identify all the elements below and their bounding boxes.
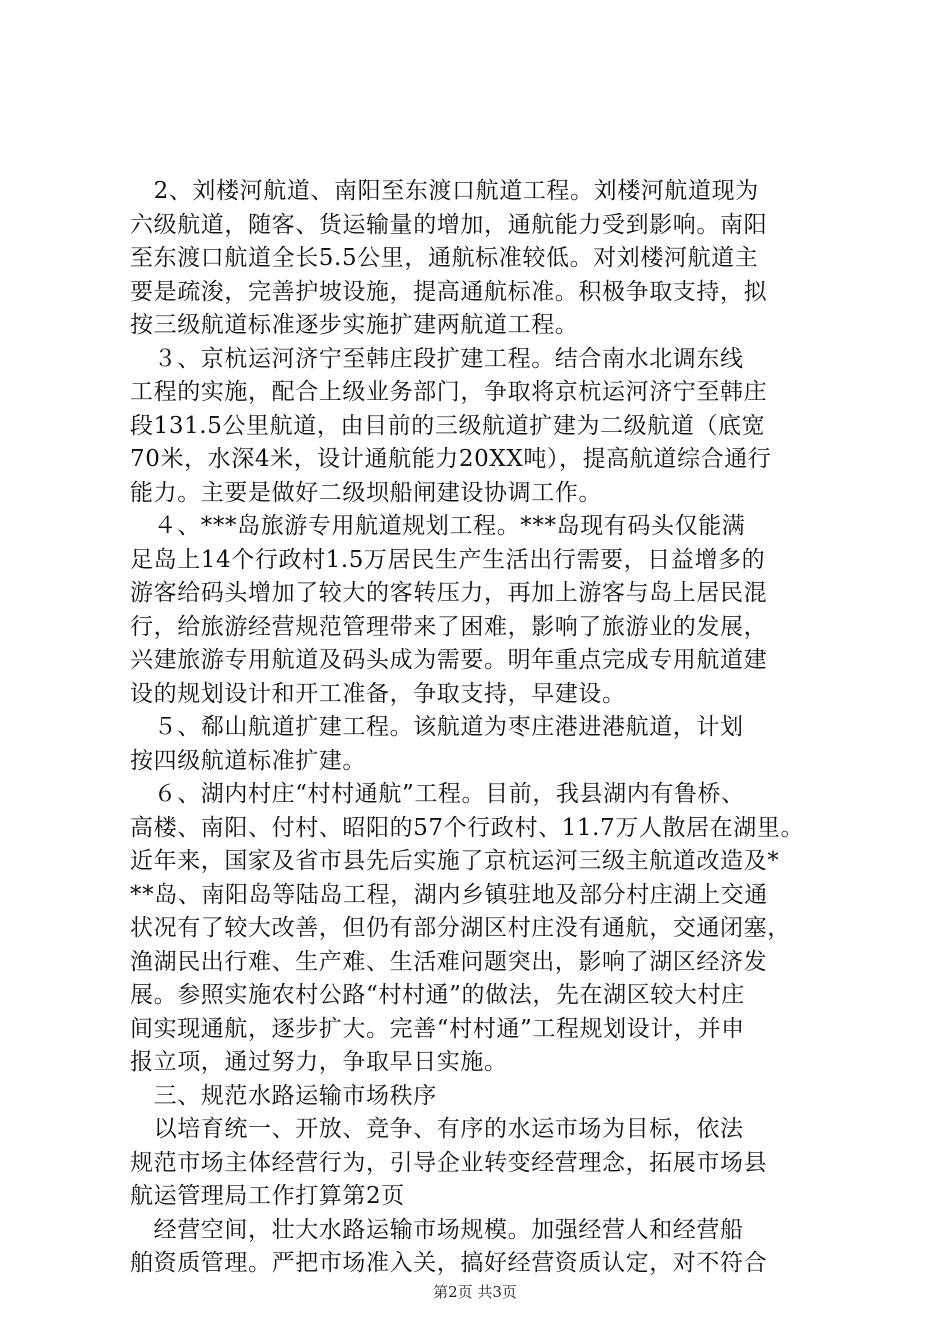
text-line: 能力。主要是做好二级坝船闸建设协调工作。 xyxy=(130,479,602,506)
text-line: 足岛上14个行政村1.5万居民生产生活出行需要，日益增多的 xyxy=(130,546,766,573)
text-line: 渔湖民出行难、生产难、生活难问题突出，影响了湖区经济发 xyxy=(130,948,768,975)
text-line: 状况有了较大改善，但仍有部分湖区村庄没有通航，交通闭塞， xyxy=(130,915,791,941)
text-line: 规范市场主体经营行为，引导企业转变经营理念，拓展市场县 xyxy=(130,1149,768,1176)
text-line: 工程的实施，配合上级业务部门，争取将京杭运河济宁至韩庄 xyxy=(130,379,768,405)
text-line: 70米，水深4米，设计通航能力20XX吨），提高航道综合通行 xyxy=(130,446,772,472)
text-line: **岛、南阳岛等陆岛工程，湖内乡镇驻地及部分村庄湖上交通 xyxy=(130,881,768,908)
text-line: 六级航道，随客、货运输量的增加，通航能力受到影响。南阳 xyxy=(130,211,768,238)
text-line: 报立项，通过努力，争取早日实施。 xyxy=(130,1049,508,1075)
section-heading: 三、规范水路运输市场秩序 xyxy=(130,1082,437,1109)
text-line: 至东渡口航道全长5.5公里，通航标准较低。对刘楼河航道主 xyxy=(130,245,759,271)
text-line: ６、湖内村庄“村村通航”工程。目前，我县湖内有鲁桥、 xyxy=(130,781,745,807)
text-line: 近年来，国家及省市县先后实施了京杭运河三级主航道改造及* xyxy=(130,848,780,874)
text-line: 要是疏浚，完善护坡设施，提高通航标准。积极争取支持，拟 xyxy=(130,278,768,305)
page-footer: 第2页 共3页 xyxy=(433,1283,517,1301)
text-line: 高楼、南阳、付村、昭阳的57个行政村、11.7万人散居在湖里。 xyxy=(130,814,805,841)
text-line: 按四级航道标准扩建。 xyxy=(130,747,366,774)
text-line: 设的规划设计和开工准备，争取支持，早建设。 xyxy=(130,680,626,707)
text-line: 舶资质管理。严把市场准入关，搞好经营资质认定，对不符合 xyxy=(130,1250,768,1276)
text-line: 间实现通航，逐步扩大。完善“村村通”工程规划设计，并申 xyxy=(130,1015,745,1042)
text-line: 兴建旅游专用航道及码头成为需要。明年重点完成专用航道建 xyxy=(130,647,768,673)
text-line: 展。参照实施农村公路“村村通”的做法，先在湖区较大村庄 xyxy=(130,982,745,1008)
text-line: 航运管理局工作打算第2页 xyxy=(130,1183,405,1209)
text-line: 行，给旅游经营规范管理带来了困难，影响了旅游业的发展， xyxy=(130,613,768,640)
text-line: 以培育统一、开放、竞争、有序的水运市场为目标，依法 xyxy=(130,1116,744,1142)
text-line: 按三级航道标准逐步实施扩建两航道工程。 xyxy=(130,312,579,338)
text-line: 2、刘楼河航道、南阳至东渡口航道工程。刘楼河航道现为 xyxy=(130,178,759,204)
text-line: 游客给码头增加了较大的客转压力，再加上游客与岛上居民混 xyxy=(130,580,768,606)
text-line: ３、京杭运河济宁至韩庄段扩建工程。结合南水北调东线 xyxy=(130,345,744,372)
text-line: ５、郗山航道扩建工程。该航道为枣庄港进港航道，计划 xyxy=(130,714,744,740)
text-line: ４、***岛旅游专用航道规划工程。***岛现有码头仅能满 xyxy=(130,513,746,539)
text-line: 段131.5公里航道，由目前的三级航道扩建为二级航道（底宽 xyxy=(130,412,766,439)
text-line: 经营空间，壮大水路运输市场规模。加强经营人和经营船 xyxy=(130,1216,744,1243)
